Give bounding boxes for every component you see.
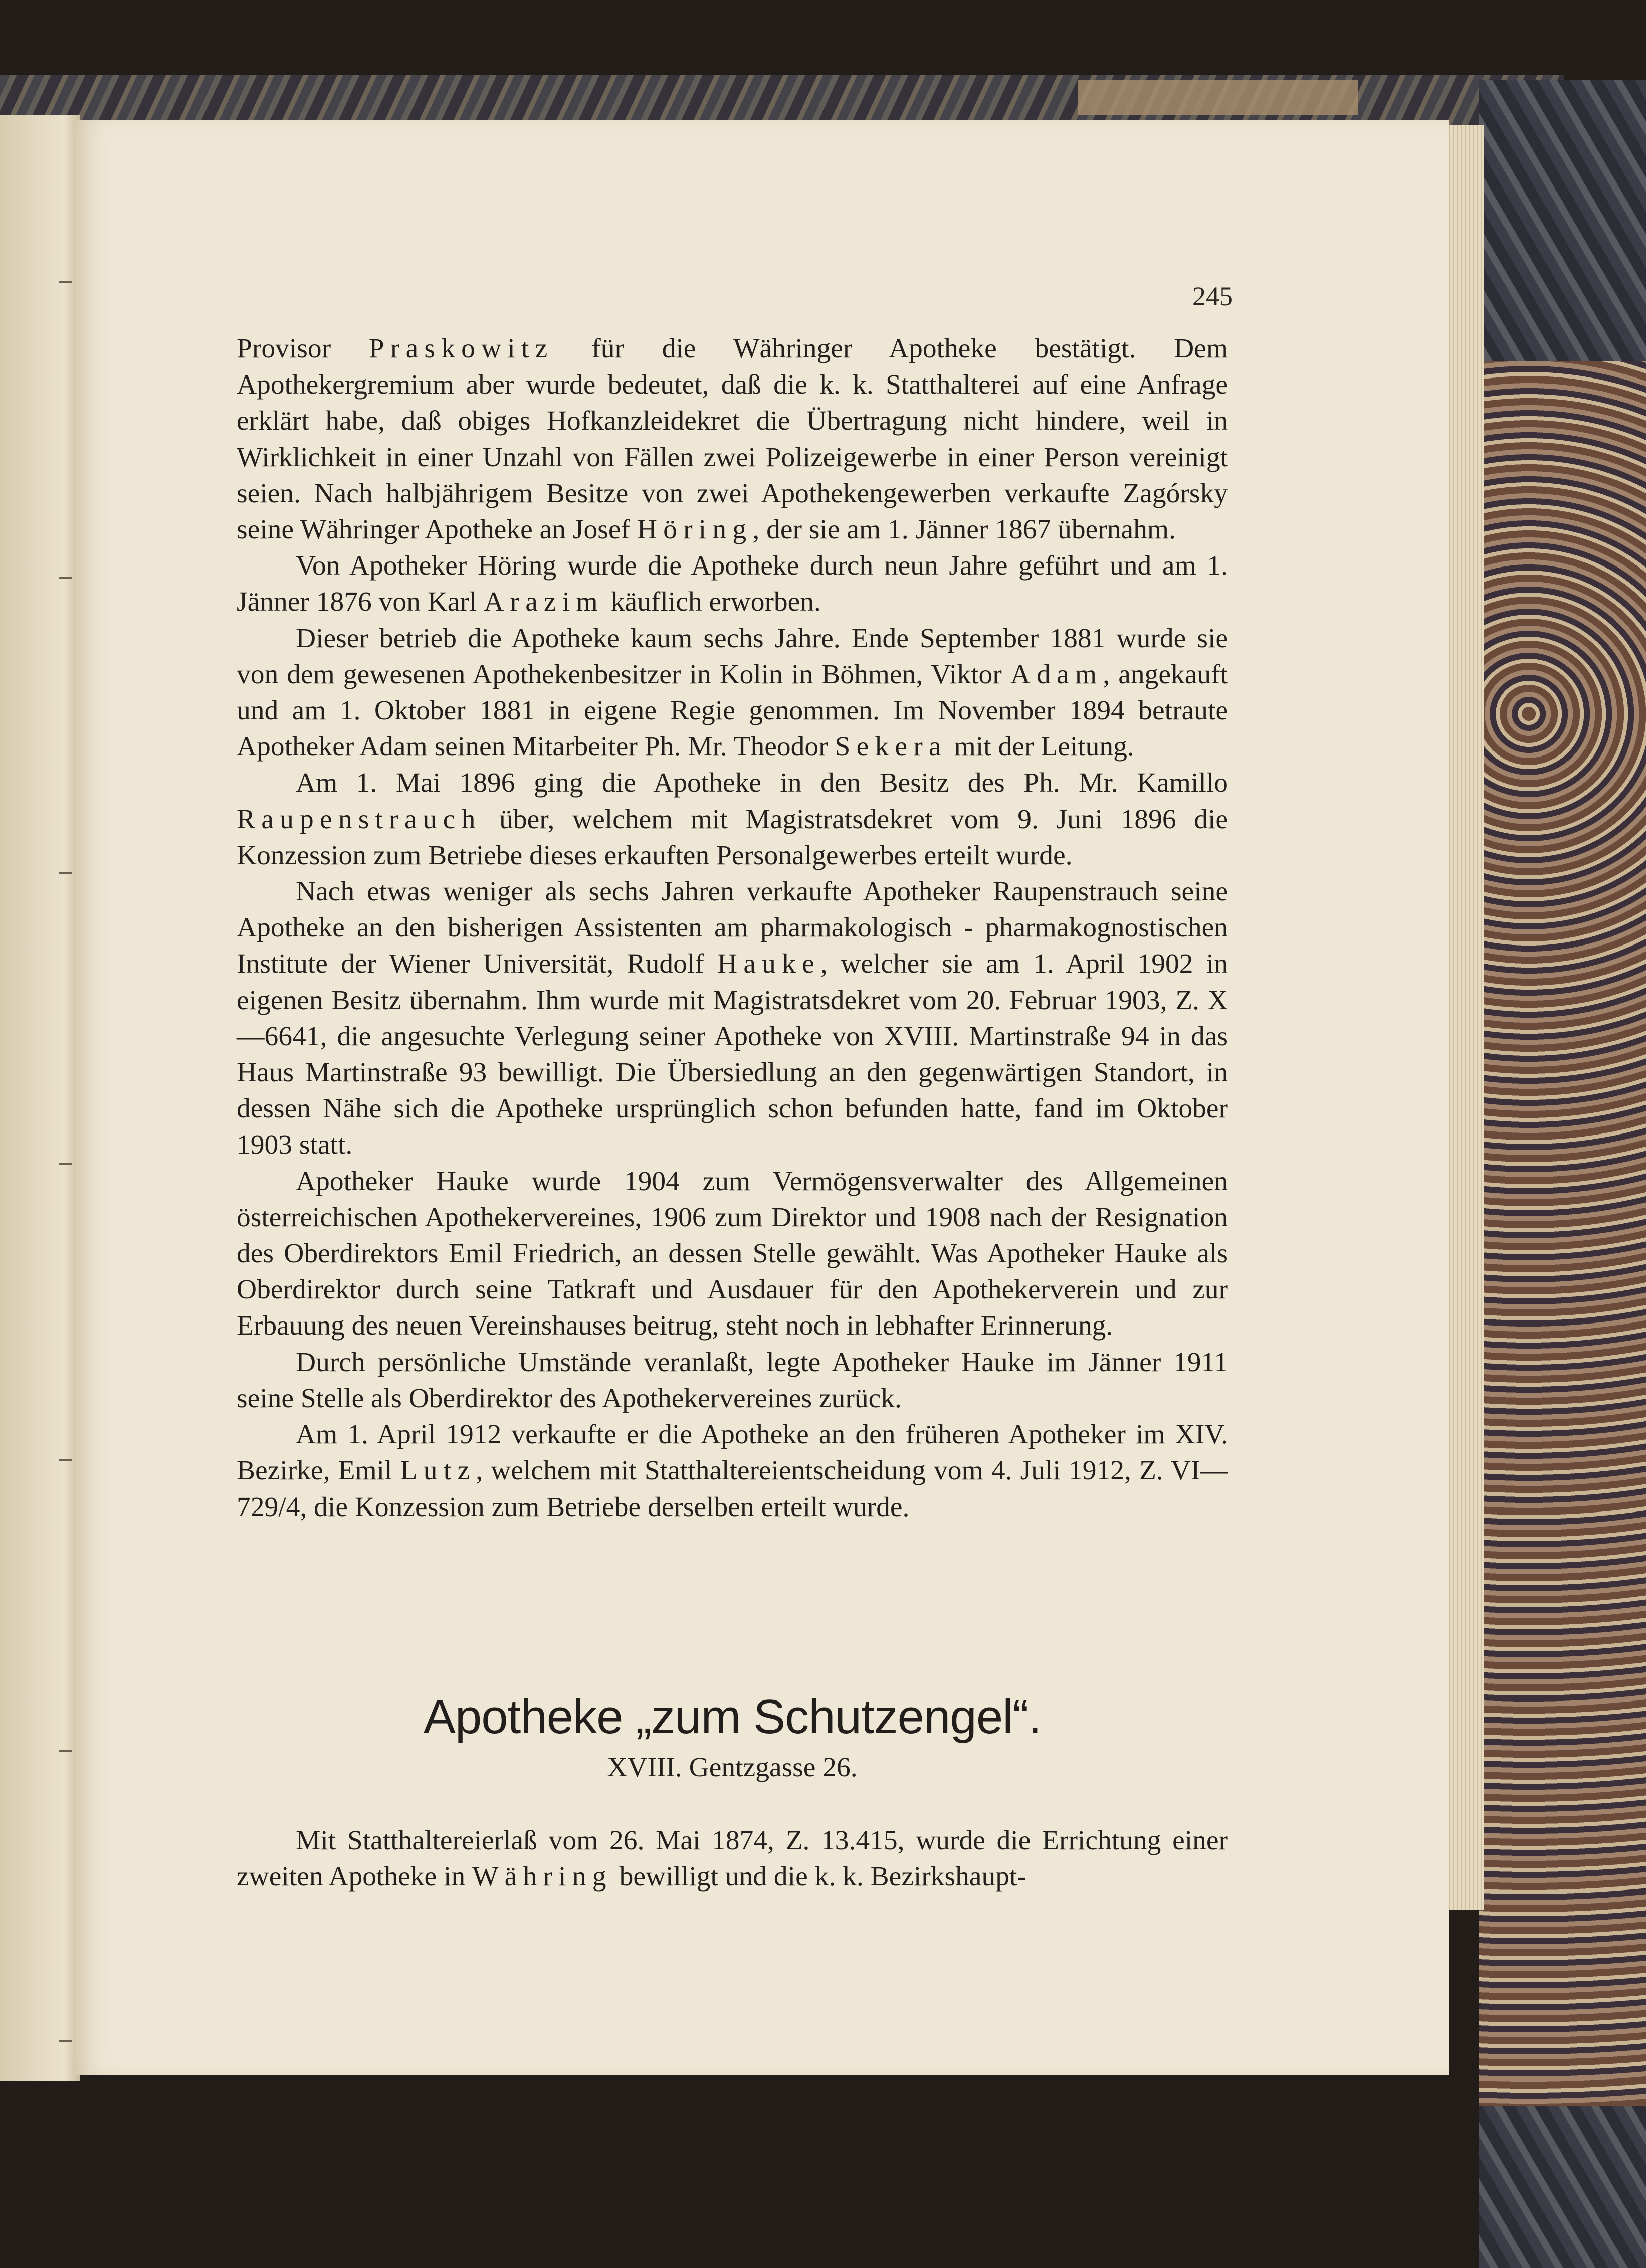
paragraph <box>237 1345 1228 1417</box>
spaced-name: Adam <box>1010 659 1103 690</box>
section-subtitle: XVIII. Gentzgasse 26. <box>607 1752 858 1783</box>
binding-stitch <box>59 1750 72 1752</box>
text-run: Von Apotheker Höring wurde die Apotheke durch neun Jahre geführt und am 1. Jänner 1876 von Karl <box>237 550 1228 618</box>
cover-cloth-bottom <box>1479 2106 1646 2268</box>
text-run: , welchem mit Statthaltereientscheidung vom 4. Juli 1912, Z. VI—729/4, die Konzession zum Betriebe derselben erteilt wurde. <box>237 1455 1228 1523</box>
text-run: Dieser betrieb die Apotheke kaum sechs Jahre. Ende September 1881 wurde sie von dem gewesenen Apothekenbesitzer in Kolin in Böhmen, Viktor <box>237 623 1228 690</box>
text-run: käuflich erworben. <box>603 587 821 618</box>
page-number: 245 <box>1192 281 1233 311</box>
paragraph <box>237 621 1228 766</box>
spaced-name: Währing <box>472 1861 612 1893</box>
binding-stitch <box>59 1163 72 1165</box>
text-run: für die Währinger Apotheke bestätigt. Dem Apothekergremium aber wurde bedeutet, daß die k. k. Statthalterei auf eine Anfrage erklärt habe, daß obiges Hofkanzleidekret die Übertragung nicht hindere, weil in Wirklichkeit in einer Unzahl von Fällen zwei Polizeigewerbe in einer Person vereinigt seien. Nach halbjährigem Besitze von zwei Apothekengewerben verkaufte Zagórsky seine Währinger Apotheke an Josef <box>237 333 1228 545</box>
binding-stitch <box>59 872 72 874</box>
binding-stitch <box>59 577 72 579</box>
body-text <box>237 331 1228 1526</box>
text-run: Provisor <box>237 333 369 364</box>
text-run: Am 1. Mai 1896 ging die Apotheke in den Besitz des Ph. Mr. Kamillo <box>296 768 1228 799</box>
text-run: mit der Leitung. <box>947 731 1134 763</box>
paragraph <box>237 548 1228 620</box>
text-run: Durch persönliche Umstände veranlaßt, legte Apotheker Hauke im Jänner 1911 seine Stelle als Oberdirektor des Apothekervereines zurück. <box>237 1347 1228 1414</box>
left-facing-page <box>0 115 80 2081</box>
paragraph <box>237 1164 1228 1345</box>
text-run: Mit Statthaltereierlaß vom 26. Mai 1874, Z. 13.415, wurde die Errichtung einer zweiten Apotheke in <box>237 1825 1228 1893</box>
text-run: Apotheker Hauke wurde 1904 zum Vermögensverwalter des Allgemeinen österreichischen Apothekervereines, 1906 zum Direktor und 1908 nach der Resignation des Oberdirektors Emil Friedrich, an dessen Stelle gewählt. Was Apotheker Hauke als Oberdirektor durch seine Tatkraft und Ausdauer für den Apothekerverein und zur Erbauung des neuen Vereinshauses beitrug, steht noch in lebhafter Erinnerung. <box>237 1166 1228 1342</box>
spaced-name: Höring <box>637 514 753 545</box>
spaced-name: Lutz <box>400 1455 476 1486</box>
paragraph <box>237 331 1228 548</box>
text-run: Am 1. April 1912 verkaufte er die Apotheke an den früheren Apotheker im XIV. Bezirke, Emil <box>237 1419 1228 1486</box>
spaced-name: Hauke <box>717 949 820 980</box>
binding-tape <box>1078 80 1358 115</box>
spaced-name: Arazim <box>484 587 604 618</box>
binding-stitch <box>59 2040 72 2042</box>
section-title: Apotheke „zum Schutzengel“. <box>423 1690 1042 1744</box>
binding-stitch <box>59 281 72 283</box>
text-run: , der sie am 1. Jänner 1867 übernahm. <box>752 514 1176 545</box>
paragraph <box>237 874 1228 1164</box>
text-run: Nach etwas weniger als sechs Jahren verkaufte Apotheker Raupenstrauch seine Apotheke an den bisherigen Assistenten am pharmakologisch - pharmakognostischen Institute der Wiener Universität, Rudolf <box>237 876 1228 980</box>
text-run: bewilligt und die k. k. Bezirkshaupt- <box>612 1861 1026 1893</box>
marbled-endpaper <box>1479 361 1646 2126</box>
paragraph <box>237 1823 1228 1895</box>
cover-cloth-top <box>1479 80 1646 371</box>
spaced-name: Raupenstrauch <box>237 804 482 835</box>
paragraph <box>237 765 1228 874</box>
paragraph <box>237 1417 1228 1526</box>
binding-stitch <box>59 1459 72 1461</box>
text-run: über, welchem mit Magistratsdekret vom 9. Juni 1896 die Konzession zum Betriebe dieses erkauften Personalgewerbes erteilt wurde. <box>237 804 1228 871</box>
text-run: , angekauft und am 1. Oktober 1881 in eigene Regie genommen. Im November 1894 betraute Apotheker Adam seinen Mitarbeiter Ph. Mr. Theodor <box>237 659 1228 763</box>
text-run: , welcher sie am 1. April 1902 in eigenen Besitz übernahm. Ihm wurde mit Magistratsdekret vom 20. Februar 1903, Z. X—6641, die angesuchte Verlegung seiner Apotheke von XVIII. Martinstraße 94 in das Haus Martinstraße 93 bewilligt. Die Übersiedlung an den gegenwärtigen Standort, in dessen Nähe sich die Apotheke ursprünglich schon befunden hatte, fand im Oktober 1903 statt. <box>237 949 1228 1161</box>
spaced-name: Sekera <box>835 731 947 763</box>
section-body-text <box>237 1823 1228 1895</box>
spaced-name: Praskowitz <box>368 333 554 364</box>
